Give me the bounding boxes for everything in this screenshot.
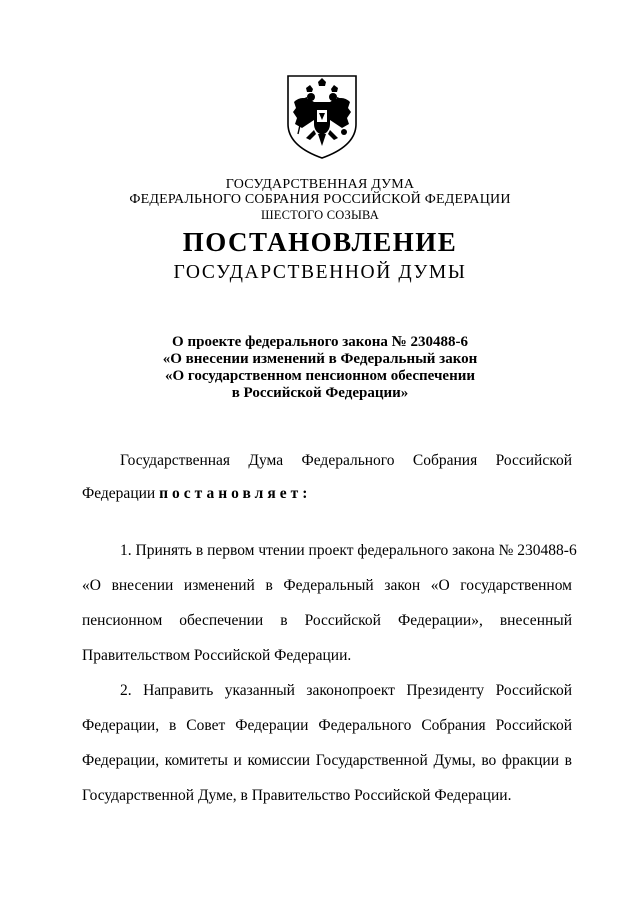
item1-line4: Правительством Российской Федерации. <box>82 647 352 664</box>
coat-of-arms-emblem <box>284 72 360 160</box>
subject-line3: «О государственном пенсионном обеспечении <box>164 368 476 384</box>
item1-line2: «О внесении изменений в Федеральный закон «О государственном <box>82 577 572 594</box>
preamble-prefix: Федерации <box>82 485 160 502</box>
item2-line4: Государственной Думе, в Правительство Российской Федерации. <box>82 787 512 804</box>
double-headed-eagle-icon <box>284 72 360 160</box>
org-name-line2: ФЕДЕРАЛЬНОГО СОБРАНИЯ РОССИЙСКОЙ ФЕДЕРАЦИИ <box>129 192 511 207</box>
preamble-line1: Государственная Дума Федерального Собрания Российской <box>120 452 572 469</box>
resolves-verb: постановляет: <box>159 485 312 502</box>
subject-line2: «О внесении изменений в Федеральный закон <box>162 351 478 367</box>
item2-line2: Федерации, в Совет Федерации Федерального Собрания Российской <box>82 717 572 734</box>
org-name-line1: ГОСУДАРСТВЕННАЯ ДУМА <box>225 177 415 192</box>
item1-line1: 1. Принять в первом чтении проект федерального закона № 230488-6 <box>120 542 577 559</box>
item2-line3: Федерации, комитеты и комиссии Государственной Думы, во фракции в <box>82 752 572 769</box>
item1-line3: пенсионном обеспечении в Российской Федерации», внесенный <box>82 612 572 629</box>
convocation-line: ШЕСТОГО СОЗЫВА <box>260 208 380 222</box>
document-subtitle: ГОСУДАРСТВЕННОЙ ДУМЫ <box>173 262 467 283</box>
document-title: ПОСТАНОВЛЕНИЕ <box>182 227 458 257</box>
subject-line1: О проекте федерального закона № 230488-6 <box>172 334 468 350</box>
item2-line1: 2. Направить указанный законопроект Президенту Российской <box>120 682 572 699</box>
preamble-line2 <box>82 485 572 503</box>
subject-line4: в Российской Федерации» <box>231 385 409 401</box>
